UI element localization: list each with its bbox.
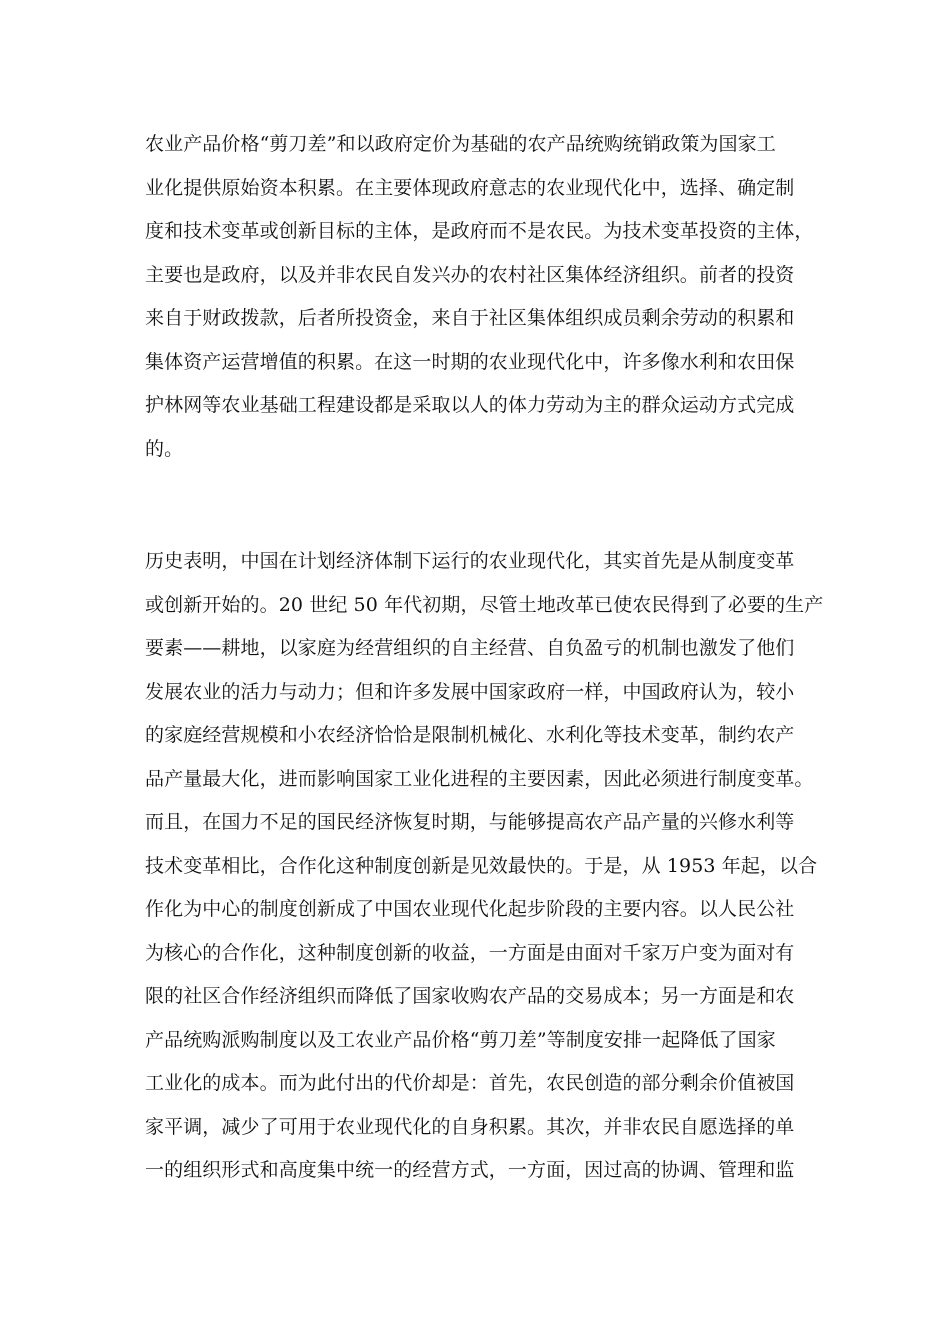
text-line: 集体资产运营增值的积累。在这一时期的农业现代化中，许多像水利和农田保 <box>145 350 795 373</box>
text-line: 发展农业的活力与动力；但和许多发展中国家政府一样，中国政府认为，较小 <box>145 680 795 703</box>
text-line: 护林网等农业基础工程建设都是采取以人的体力劳动为主的群众运动方式完成 <box>145 394 795 416</box>
text-line: 限的社区合作经济组织而降低了国家收购农产品的交易成本；另一方面是和农 <box>145 985 795 1007</box>
text-line: 一的组织形式和高度集中统一的经营方式，一方面，因过高的协调、管理和监 <box>145 1159 795 1181</box>
text-line: 历史表明，中国在计划经济体制下运行的农业现代化，其实首先是从制度变革 <box>145 550 795 572</box>
text-line: 的。 <box>145 437 184 460</box>
text-line: 主要也是政府，以及并非农民自发兴办的农村社区集体经济组织。前者的投资 <box>145 263 795 286</box>
text-line: 来自于财政拨款，后者所投资金，来自于社区集体组织成员剩余劳动的积累和 <box>145 307 795 329</box>
text-line: 度和技术变革或创新目标的主体，是政府而不是农民。为技术变革投资的主体， <box>145 220 814 242</box>
text-line: 产品统购派购制度以及工农业产品价格“剪刀差”等制度安排一起降低了国家 <box>145 1028 776 1051</box>
text-line: 的家庭经营规模和小农经济恰恰是限制机械化、水利化等技术变革，制约农产 <box>145 724 795 746</box>
text-line: 农业产品价格“剪刀差”和以政府定价为基础的农产品统购统销政策为国家工 <box>145 133 776 155</box>
text-line: 业化提供原始资本积累。在主要体现政府意志的农业现代化中，选择、确定制 <box>145 176 795 199</box>
text-line: 要素——耕地，以家庭为经营组织的自主经营、自负盈亏的机制也激发了他们 <box>145 637 795 659</box>
paragraph-1 <box>145 123 814 471</box>
text-line: 工业化的成本。而为此付出的代价却是：首先，农民创造的部分剩余价值被国 <box>145 1072 795 1094</box>
text-line: 技术变革相比，合作化这种制度创新是见效最快的。于是，从 1953 年起，以合 <box>145 854 818 877</box>
text-line: 为核心的合作化，这种制度创新的收益，一方面是由面对千家万户变为面对有 <box>145 941 795 964</box>
text-line: 而且，在国力不足的国民经济恢复时期，与能够提高农产品产量的兴修水利等 <box>145 811 795 833</box>
text-line: 或创新开始的。20 世纪 50 年代初期，尽管土地改革已使农民得到了必要的生产 <box>145 593 824 616</box>
paragraph-2 <box>145 540 824 1193</box>
text-line: 家平调，减少了可用于农业现代化的自身积累。其次，并非农民自愿选择的单 <box>145 1115 795 1138</box>
text-line: 作化为中心的制度创新成了中国农业现代化起步阶段的主要内容。以人民公社 <box>145 898 795 920</box>
text-line: 品产量最大化，进而影响国家工业化进程的主要因素，因此必须进行制度变革。 <box>145 767 814 790</box>
